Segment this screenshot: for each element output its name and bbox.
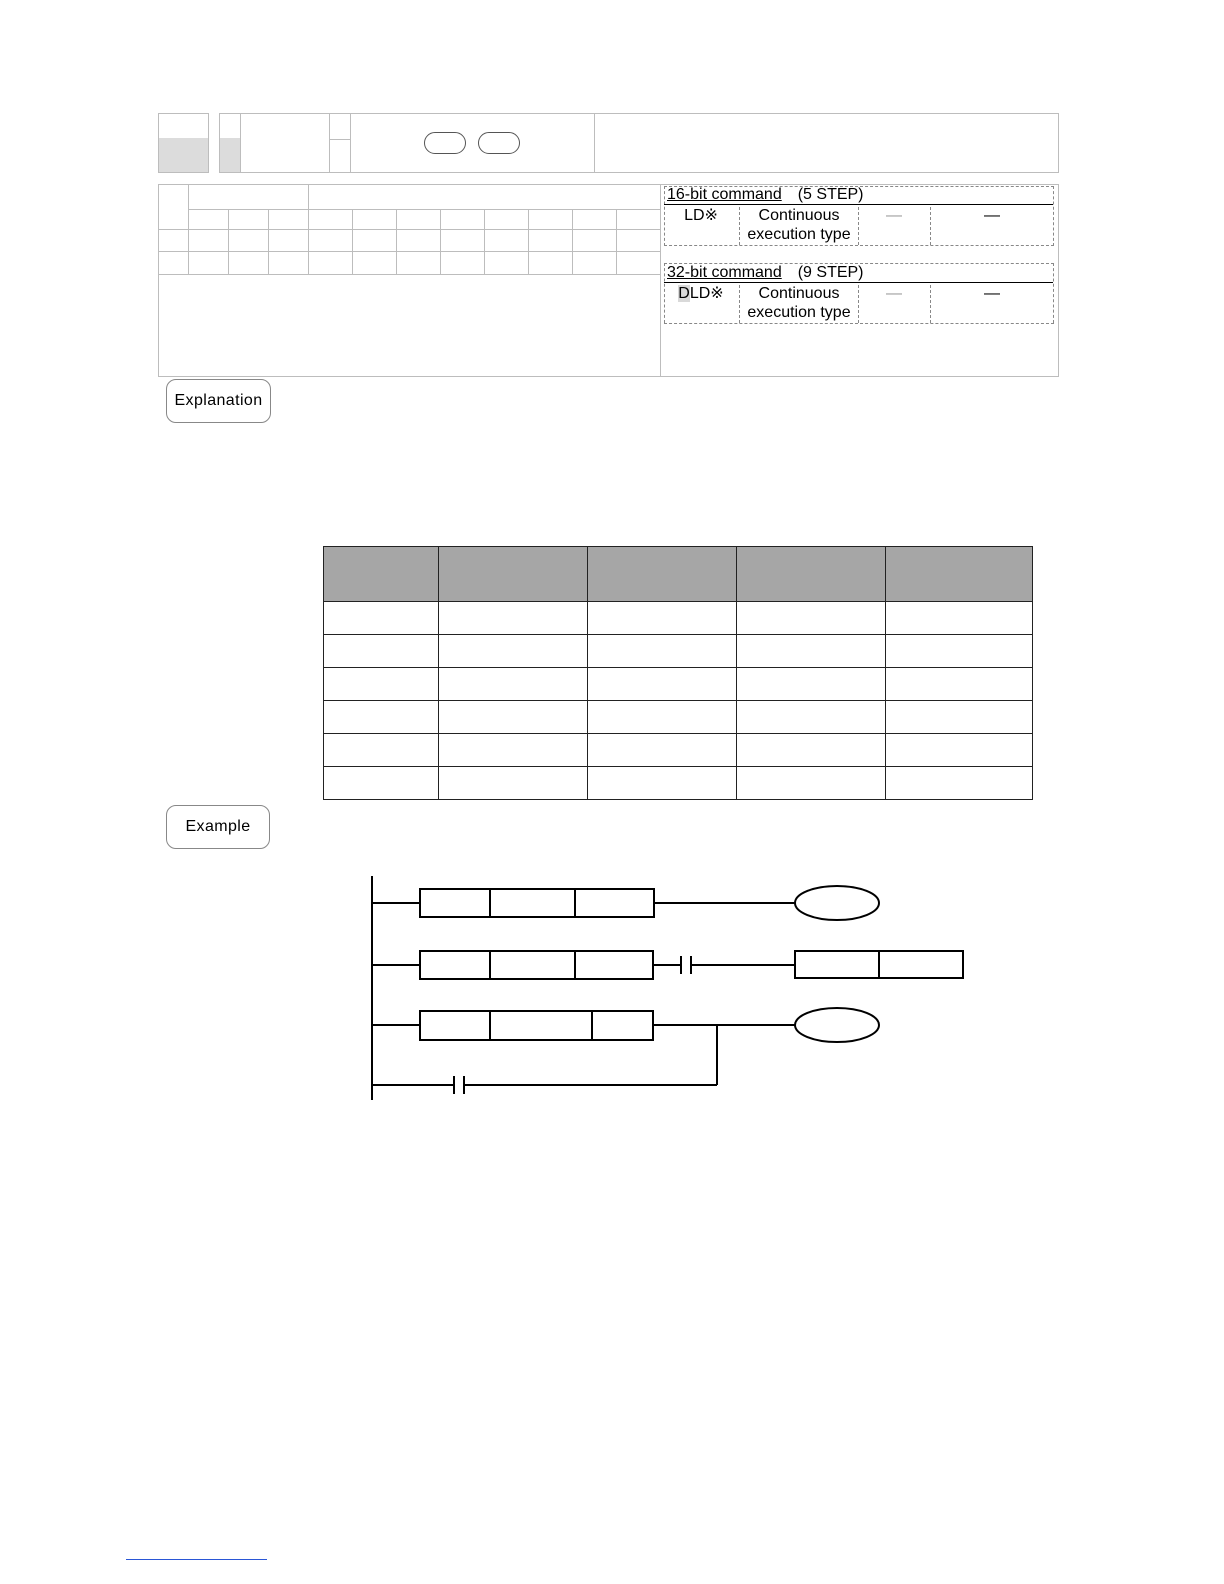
command-32bit-type-line1: Continuous xyxy=(758,285,840,302)
explanation-label: Explanation xyxy=(166,379,271,423)
command-32bit-dash1: — xyxy=(886,285,902,302)
command-32bit-label: 32-bit command xyxy=(667,264,782,281)
command-32bit-dash2: — xyxy=(984,285,1000,302)
footer-link-underline xyxy=(126,1559,267,1560)
command-32bit-mnemonic-rest: LD※ xyxy=(689,285,724,302)
command-16bit-dash1: — xyxy=(886,207,902,224)
command-16bit-dash2: — xyxy=(984,207,1000,224)
rung-1-output-coil xyxy=(795,886,879,920)
rung-2-compare-box xyxy=(420,951,653,979)
command-32bit-type-line2: execution type xyxy=(747,304,851,321)
command-32bit-steps: (9 STEP) xyxy=(797,264,864,281)
command-16bit-mnemonic: LD※ xyxy=(684,207,718,224)
rung-3-output-coil xyxy=(795,1008,879,1042)
command-32bit-prefix: D xyxy=(678,285,690,302)
command-16bit-type-line2: execution type xyxy=(747,226,851,243)
command-16bit-type-line1: Continuous xyxy=(758,207,840,224)
command-16bit-steps: (5 STEP) xyxy=(797,186,864,203)
command-16bit-label: 16-bit command xyxy=(667,186,782,203)
example-label: Example xyxy=(166,805,270,849)
rung-3-compare-box xyxy=(420,1011,653,1040)
rung-1-compare-box xyxy=(420,889,654,917)
